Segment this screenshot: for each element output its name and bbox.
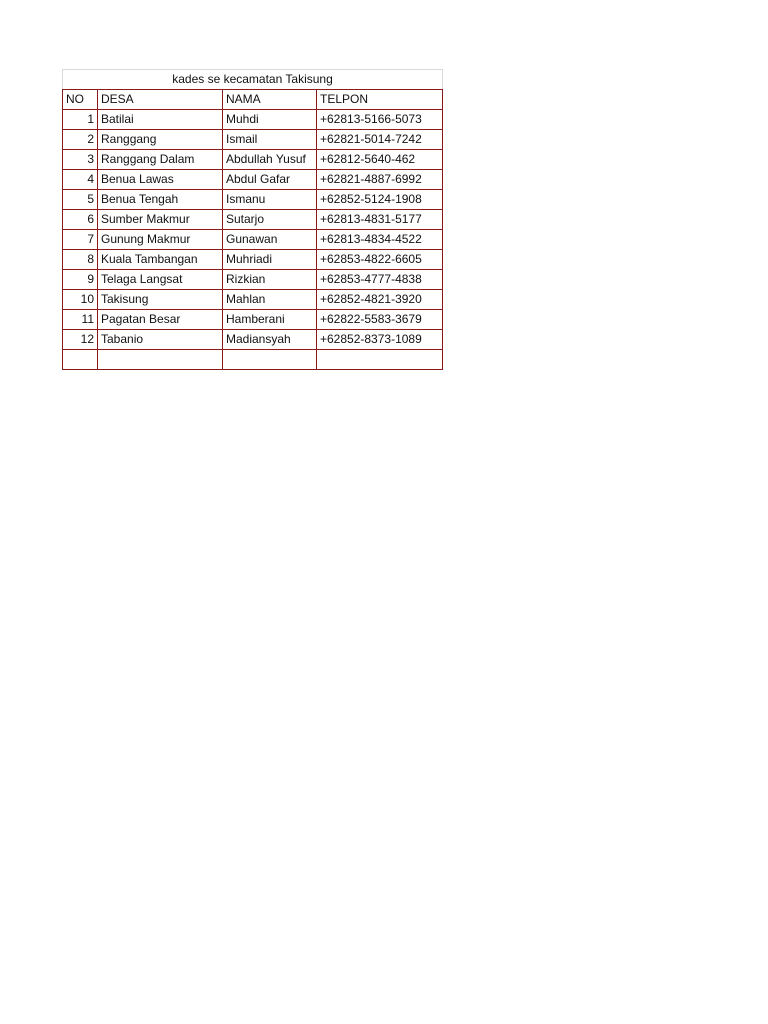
cell-nama: Rizkian <box>223 270 317 290</box>
cell-telpon: +62852-5124-1908 <box>317 190 443 210</box>
cell-telpon: +62853-4822-6605 <box>317 250 443 270</box>
cell-no: 4 <box>63 170 98 190</box>
cell-no: 1 <box>63 110 98 130</box>
table-header-row <box>63 90 443 110</box>
cell-no: 7 <box>63 230 98 250</box>
cell-nama: Sutarjo <box>223 210 317 230</box>
cell-no: 10 <box>63 290 98 310</box>
cell-no: 6 <box>63 210 98 230</box>
cell-desa: Kuala Tambangan <box>98 250 223 270</box>
cell-no: 11 <box>63 310 98 330</box>
cell-desa: Ranggang <box>98 130 223 150</box>
table-row <box>63 270 443 290</box>
cell-desa: Takisung <box>98 290 223 310</box>
cell-nama: Gunawan <box>223 230 317 250</box>
cell-telpon: +62822-5583-3679 <box>317 310 443 330</box>
cell-nama: Muhdi <box>223 110 317 130</box>
cell-nama: Madiansyah <box>223 330 317 350</box>
cell-desa: Benua Tengah <box>98 190 223 210</box>
cell-no: 2 <box>63 130 98 150</box>
cell-nama: Abdul Gafar <box>223 170 317 190</box>
cell-nama: Ismail <box>223 130 317 150</box>
table-row <box>63 130 443 150</box>
table-row <box>63 330 443 350</box>
header-nama: NAMA <box>223 90 317 110</box>
cell-nama: Mahlan <box>223 290 317 310</box>
cell-nama: Ismanu <box>223 190 317 210</box>
cell-telpon: +62813-5166-5073 <box>317 110 443 130</box>
table-row <box>63 210 443 230</box>
table-row <box>63 250 443 270</box>
cell-no: 9 <box>63 270 98 290</box>
cell-desa: Batilai <box>98 110 223 130</box>
cell-nama: Hamberani <box>223 310 317 330</box>
empty-cell <box>63 350 98 370</box>
cell-telpon: +62853-4777-4838 <box>317 270 443 290</box>
table-row <box>63 150 443 170</box>
cell-nama: Abdullah Yusuf <box>223 150 317 170</box>
cell-desa: Ranggang Dalam <box>98 150 223 170</box>
cell-no: 12 <box>63 330 98 350</box>
cell-no: 3 <box>63 150 98 170</box>
table-title: kades se kecamatan Takisung <box>63 70 443 90</box>
table-row <box>63 110 443 130</box>
header-no: NO <box>63 90 98 110</box>
cell-telpon: +62821-5014-7242 <box>317 130 443 150</box>
header-telpon: TELPON <box>317 90 443 110</box>
cell-telpon: +62813-4834-4522 <box>317 230 443 250</box>
cell-telpon: +62852-4821-3920 <box>317 290 443 310</box>
table-row <box>63 230 443 250</box>
cell-desa: Tabanio <box>98 330 223 350</box>
header-desa: DESA <box>98 90 223 110</box>
empty-cell <box>317 350 443 370</box>
cell-telpon: +62821-4887-6992 <box>317 170 443 190</box>
cell-desa: Benua Lawas <box>98 170 223 190</box>
cell-desa: Pagatan Besar <box>98 310 223 330</box>
kades-table <box>62 69 443 370</box>
empty-cell <box>223 350 317 370</box>
table-title-row <box>63 70 443 90</box>
cell-telpon: +62852-8373-1089 <box>317 330 443 350</box>
empty-cell <box>98 350 223 370</box>
cell-desa: Sumber Makmur <box>98 210 223 230</box>
table-row <box>63 310 443 330</box>
cell-desa: Gunung Makmur <box>98 230 223 250</box>
table-empty-row <box>63 350 443 370</box>
table-row <box>63 170 443 190</box>
cell-nama: Muhriadi <box>223 250 317 270</box>
cell-no: 8 <box>63 250 98 270</box>
cell-telpon: +62813-4831-5177 <box>317 210 443 230</box>
cell-no: 5 <box>63 190 98 210</box>
cell-telpon: +62812-5640-462 <box>317 150 443 170</box>
cell-desa: Telaga Langsat <box>98 270 223 290</box>
table-row <box>63 290 443 310</box>
table-row <box>63 190 443 210</box>
